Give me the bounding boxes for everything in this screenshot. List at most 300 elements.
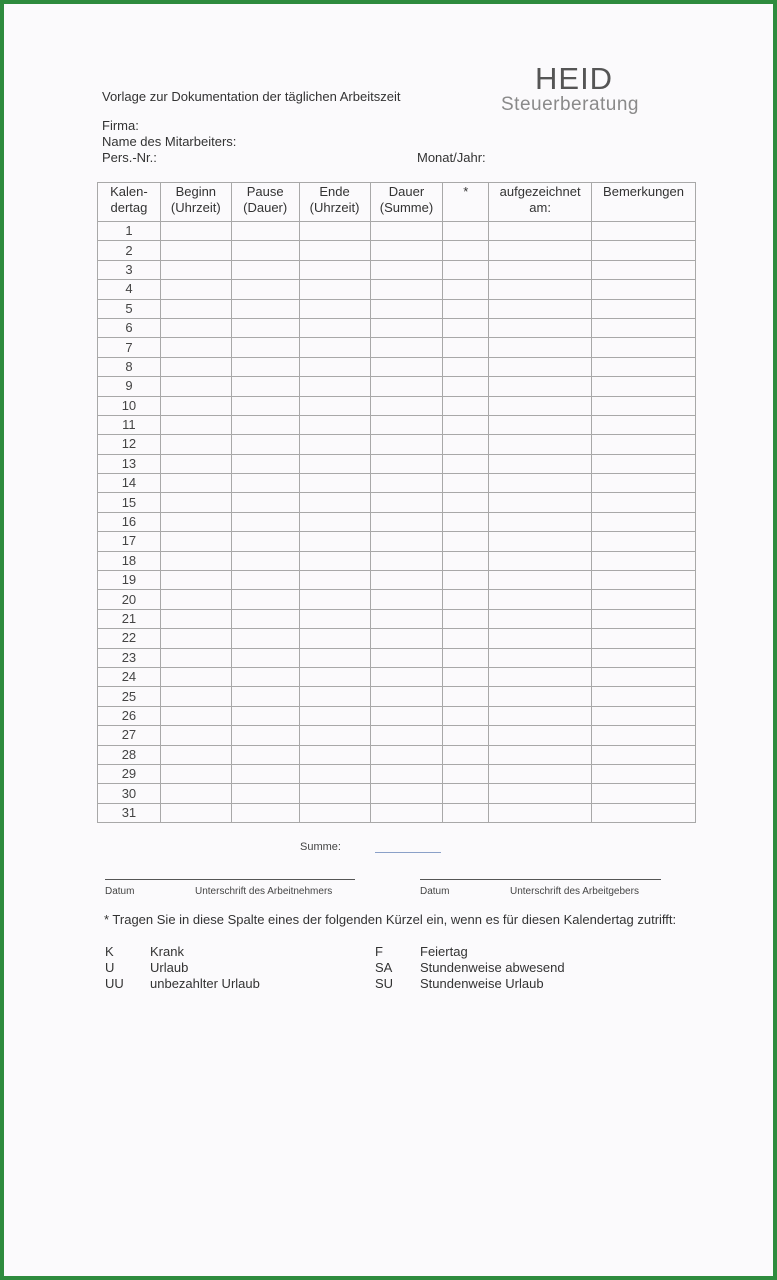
- day-cell: 23: [98, 648, 161, 667]
- signature-line-employee[interactable]: [105, 879, 355, 880]
- logo-subtitle: Steuerberatung: [501, 94, 639, 115]
- beginn-cell[interactable]: [160, 745, 231, 764]
- summe-label: Summe:: [300, 841, 341, 853]
- pause-cell[interactable]: [231, 377, 299, 396]
- table-row: [98, 435, 696, 454]
- kuerzel-cell[interactable]: [443, 629, 489, 648]
- pause-cell[interactable]: [231, 222, 299, 241]
- bemerkungen-cell[interactable]: [592, 571, 696, 590]
- dauer-cell[interactable]: [370, 415, 443, 434]
- kuerzel-cell[interactable]: [443, 532, 489, 551]
- header-pause: Pause (Dauer): [231, 183, 299, 222]
- day-cell: 25: [98, 687, 161, 706]
- ende-cell[interactable]: [299, 551, 370, 570]
- aufgezeichnet-cell[interactable]: [489, 241, 592, 260]
- pause-cell[interactable]: [231, 609, 299, 628]
- day-cell: 19: [98, 571, 161, 590]
- kuerzel-cell[interactable]: [443, 745, 489, 764]
- pause-cell[interactable]: [231, 706, 299, 725]
- bemerkungen-cell[interactable]: [592, 551, 696, 570]
- ende-cell[interactable]: [299, 532, 370, 551]
- pause-cell[interactable]: [231, 803, 299, 822]
- day-cell: 5: [98, 299, 161, 318]
- beginn-cell[interactable]: [160, 706, 231, 725]
- dauer-cell[interactable]: [370, 241, 443, 260]
- dauer-cell[interactable]: [370, 512, 443, 531]
- bemerkungen-cell[interactable]: [592, 435, 696, 454]
- beginn-cell[interactable]: [160, 357, 231, 376]
- bemerkungen-cell[interactable]: [592, 648, 696, 667]
- dauer-cell[interactable]: [370, 474, 443, 493]
- pause-cell[interactable]: [231, 590, 299, 609]
- aufgezeichnet-cell[interactable]: [489, 222, 592, 241]
- table-row: [98, 764, 696, 783]
- kuerzel-cell[interactable]: [443, 571, 489, 590]
- date-label-left: Datum: [105, 886, 135, 897]
- dauer-cell[interactable]: [370, 609, 443, 628]
- kuerzel-cell[interactable]: [443, 260, 489, 279]
- table-row: [98, 687, 696, 706]
- ende-cell[interactable]: [299, 299, 370, 318]
- beginn-cell[interactable]: [160, 571, 231, 590]
- day-cell: 17: [98, 532, 161, 551]
- dauer-cell[interactable]: [370, 357, 443, 376]
- dauer-cell[interactable]: [370, 396, 443, 415]
- ende-cell[interactable]: [299, 222, 370, 241]
- bemerkungen-cell[interactable]: [592, 532, 696, 551]
- kuerzel-cell[interactable]: [443, 454, 489, 473]
- pause-cell[interactable]: [231, 241, 299, 260]
- kuerzel-cell[interactable]: [443, 648, 489, 667]
- aufgezeichnet-cell[interactable]: [489, 667, 592, 686]
- kuerzel-cell[interactable]: [443, 687, 489, 706]
- kuerzel-cell[interactable]: [443, 512, 489, 531]
- beginn-cell[interactable]: [160, 435, 231, 454]
- beginn-cell[interactable]: [160, 532, 231, 551]
- kuerzel-cell[interactable]: [443, 590, 489, 609]
- kuerzel-cell[interactable]: [443, 280, 489, 299]
- day-cell: 26: [98, 706, 161, 725]
- bemerkungen-cell[interactable]: [592, 377, 696, 396]
- pause-cell[interactable]: [231, 280, 299, 299]
- dauer-cell[interactable]: [370, 784, 443, 803]
- aufgezeichnet-cell[interactable]: [489, 280, 592, 299]
- pause-cell[interactable]: [231, 571, 299, 590]
- table-row: [98, 648, 696, 667]
- day-cell: 8: [98, 357, 161, 376]
- beginn-cell[interactable]: [160, 764, 231, 783]
- aufgezeichnet-cell[interactable]: [489, 609, 592, 628]
- field-monat-jahr: Monat/Jahr:: [417, 150, 486, 165]
- dauer-cell[interactable]: [370, 687, 443, 706]
- ende-cell[interactable]: [299, 648, 370, 667]
- table-row: [98, 396, 696, 415]
- bemerkungen-cell[interactable]: [592, 222, 696, 241]
- kuerzel-cell[interactable]: [443, 726, 489, 745]
- ende-cell[interactable]: [299, 493, 370, 512]
- day-cell: 9: [98, 377, 161, 396]
- ende-cell[interactable]: [299, 474, 370, 493]
- dauer-cell[interactable]: [370, 629, 443, 648]
- aufgezeichnet-cell[interactable]: [489, 571, 592, 590]
- dauer-cell[interactable]: [370, 803, 443, 822]
- pause-cell[interactable]: [231, 551, 299, 570]
- ende-cell[interactable]: [299, 706, 370, 725]
- beginn-cell[interactable]: [160, 318, 231, 337]
- aufgezeichnet-cell[interactable]: [489, 512, 592, 531]
- beginn-cell[interactable]: [160, 784, 231, 803]
- aufgezeichnet-cell[interactable]: [489, 260, 592, 279]
- table-row: [98, 454, 696, 473]
- bemerkungen-cell[interactable]: [592, 726, 696, 745]
- aufgezeichnet-cell[interactable]: [489, 357, 592, 376]
- bemerkungen-cell[interactable]: [592, 357, 696, 376]
- beginn-cell[interactable]: [160, 377, 231, 396]
- beginn-cell[interactable]: [160, 629, 231, 648]
- ende-cell[interactable]: [299, 396, 370, 415]
- table-row: [98, 493, 696, 512]
- table-row: [98, 280, 696, 299]
- day-cell: 27: [98, 726, 161, 745]
- kuerzel-cell[interactable]: [443, 222, 489, 241]
- ende-cell[interactable]: [299, 667, 370, 686]
- beginn-cell[interactable]: [160, 454, 231, 473]
- table-row: [98, 726, 696, 745]
- ende-cell[interactable]: [299, 377, 370, 396]
- kuerzel-cell[interactable]: [443, 377, 489, 396]
- dauer-cell[interactable]: [370, 745, 443, 764]
- table-row: [98, 803, 696, 822]
- day-cell: 12: [98, 435, 161, 454]
- dauer-cell[interactable]: [370, 377, 443, 396]
- beginn-cell[interactable]: [160, 474, 231, 493]
- header-aufgezeichnet: aufgezeichnet am:: [489, 183, 592, 222]
- ende-cell[interactable]: [299, 745, 370, 764]
- day-cell: 4: [98, 280, 161, 299]
- document-title: Vorlage zur Dokumentation der täglichen Arbeitszeit: [102, 89, 401, 104]
- pause-cell[interactable]: [231, 532, 299, 551]
- table-row: [98, 706, 696, 725]
- dauer-cell[interactable]: [370, 338, 443, 357]
- table-row: [98, 512, 696, 531]
- pause-cell[interactable]: [231, 648, 299, 667]
- beginn-cell[interactable]: [160, 396, 231, 415]
- dauer-cell[interactable]: [370, 571, 443, 590]
- dauer-cell[interactable]: [370, 435, 443, 454]
- aufgezeichnet-cell[interactable]: [489, 474, 592, 493]
- header-ende: Ende (Uhrzeit): [299, 183, 370, 222]
- bemerkungen-cell[interactable]: [592, 629, 696, 648]
- bemerkungen-cell[interactable]: [592, 687, 696, 706]
- table-row: [98, 222, 696, 241]
- aufgezeichnet-cell[interactable]: [489, 532, 592, 551]
- aufgezeichnet-cell[interactable]: [489, 726, 592, 745]
- kuerzel-cell[interactable]: [443, 493, 489, 512]
- pause-cell[interactable]: [231, 396, 299, 415]
- beginn-cell[interactable]: [160, 299, 231, 318]
- beginn-cell[interactable]: [160, 512, 231, 531]
- header-dauer: Dauer (Summe): [370, 183, 443, 222]
- aufgezeichnet-cell[interactable]: [489, 318, 592, 337]
- field-mitarbeiter: Name des Mitarbeiters:: [102, 134, 237, 149]
- table-row: [98, 629, 696, 648]
- table-row: [98, 241, 696, 260]
- aufgezeichnet-cell[interactable]: [489, 299, 592, 318]
- beginn-cell[interactable]: [160, 415, 231, 434]
- bemerkungen-cell[interactable]: [592, 318, 696, 337]
- logo-mark: HEID: [535, 61, 614, 96]
- day-cell: 18: [98, 551, 161, 570]
- day-cell: 30: [98, 784, 161, 803]
- dauer-cell[interactable]: [370, 280, 443, 299]
- table-header-row: [98, 183, 696, 222]
- kuerzel-cell[interactable]: [443, 318, 489, 337]
- kuerzel-cell[interactable]: [443, 706, 489, 725]
- kuerzel-cell[interactable]: [443, 551, 489, 570]
- kuerzel-cell[interactable]: [443, 667, 489, 686]
- dauer-cell[interactable]: [370, 706, 443, 725]
- dauer-cell[interactable]: [370, 454, 443, 473]
- aufgezeichnet-cell[interactable]: [489, 706, 592, 725]
- bemerkungen-cell[interactable]: [592, 280, 696, 299]
- dauer-cell[interactable]: [370, 764, 443, 783]
- pause-cell[interactable]: [231, 318, 299, 337]
- bemerkungen-cell[interactable]: [592, 745, 696, 764]
- aufgezeichnet-cell[interactable]: [489, 764, 592, 783]
- day-cell: 29: [98, 764, 161, 783]
- dauer-cell[interactable]: [370, 667, 443, 686]
- dauer-cell[interactable]: [370, 493, 443, 512]
- aufgezeichnet-cell[interactable]: [489, 590, 592, 609]
- kuerzel-cell[interactable]: [443, 764, 489, 783]
- pause-cell[interactable]: [231, 667, 299, 686]
- day-cell: 28: [98, 745, 161, 764]
- beginn-cell[interactable]: [160, 241, 231, 260]
- beginn-cell[interactable]: [160, 338, 231, 357]
- ende-cell[interactable]: [299, 357, 370, 376]
- day-cell: 15: [98, 493, 161, 512]
- ende-cell[interactable]: [299, 280, 370, 299]
- dauer-cell[interactable]: [370, 551, 443, 570]
- kuerzel-cell[interactable]: [443, 338, 489, 357]
- day-cell: 7: [98, 338, 161, 357]
- table-row: [98, 609, 696, 628]
- day-cell: 6: [98, 318, 161, 337]
- document-page: [4, 4, 773, 1276]
- beginn-cell[interactable]: [160, 726, 231, 745]
- bemerkungen-cell[interactable]: [592, 396, 696, 415]
- pause-cell[interactable]: [231, 629, 299, 648]
- pause-cell[interactable]: [231, 493, 299, 512]
- header-beginn: Beginn (Uhrzeit): [160, 183, 231, 222]
- summe-field[interactable]: [375, 852, 441, 853]
- beginn-cell[interactable]: [160, 609, 231, 628]
- table-row: [98, 590, 696, 609]
- pause-cell[interactable]: [231, 784, 299, 803]
- bemerkungen-cell[interactable]: [592, 415, 696, 434]
- day-cell: 3: [98, 260, 161, 279]
- table-row: [98, 745, 696, 764]
- aufgezeichnet-cell[interactable]: [489, 377, 592, 396]
- header-bemerkungen: Bemerkungen: [592, 183, 696, 222]
- ende-cell[interactable]: [299, 338, 370, 357]
- ende-cell[interactable]: [299, 726, 370, 745]
- pause-cell[interactable]: [231, 357, 299, 376]
- header-kuerzel: *: [443, 183, 489, 222]
- legend-left: K Krank U Urlaub UU unbezahlter Urlaub: [105, 944, 260, 991]
- aufgezeichnet-cell[interactable]: [489, 687, 592, 706]
- beginn-cell[interactable]: [160, 551, 231, 570]
- table-row: [98, 377, 696, 396]
- ende-cell[interactable]: [299, 260, 370, 279]
- day-cell: 10: [98, 396, 161, 415]
- aufgezeichnet-cell[interactable]: [489, 435, 592, 454]
- beginn-cell[interactable]: [160, 493, 231, 512]
- aufgezeichnet-cell[interactable]: [489, 551, 592, 570]
- pause-cell[interactable]: [231, 454, 299, 473]
- pause-cell[interactable]: [231, 512, 299, 531]
- ende-cell[interactable]: [299, 454, 370, 473]
- aufgezeichnet-cell[interactable]: [489, 396, 592, 415]
- aufgezeichnet-cell[interactable]: [489, 745, 592, 764]
- bemerkungen-cell[interactable]: [592, 590, 696, 609]
- pause-cell[interactable]: [231, 726, 299, 745]
- date-label-right: Datum: [420, 886, 450, 897]
- employer-signature-label: Unterschrift des Arbeitgebers: [510, 886, 639, 897]
- ende-cell[interactable]: [299, 590, 370, 609]
- bemerkungen-cell[interactable]: [592, 299, 696, 318]
- kuerzel-cell[interactable]: [443, 435, 489, 454]
- aufgezeichnet-cell[interactable]: [489, 415, 592, 434]
- beginn-cell[interactable]: [160, 687, 231, 706]
- table-row: [98, 357, 696, 376]
- dauer-cell[interactable]: [370, 532, 443, 551]
- ende-cell[interactable]: [299, 764, 370, 783]
- aufgezeichnet-cell[interactable]: [489, 784, 592, 803]
- ende-cell[interactable]: [299, 435, 370, 454]
- bemerkungen-cell[interactable]: [592, 803, 696, 822]
- footnote: * Tragen Sie in diese Spalte eines der folgenden Kürzel ein, wenn es für diesen Kalendertag zutrifft:: [104, 912, 677, 927]
- beginn-cell[interactable]: [160, 648, 231, 667]
- kuerzel-cell[interactable]: [443, 396, 489, 415]
- bemerkungen-cell[interactable]: [592, 241, 696, 260]
- aufgezeichnet-cell[interactable]: [489, 338, 592, 357]
- table-row: [98, 532, 696, 551]
- kuerzel-cell[interactable]: [443, 357, 489, 376]
- ende-cell[interactable]: [299, 241, 370, 260]
- dauer-cell[interactable]: [370, 260, 443, 279]
- aufgezeichnet-cell[interactable]: [489, 629, 592, 648]
- beginn-cell[interactable]: [160, 590, 231, 609]
- dauer-cell[interactable]: [370, 648, 443, 667]
- bemerkungen-cell[interactable]: [592, 512, 696, 531]
- bemerkungen-cell[interactable]: [592, 609, 696, 628]
- pause-cell[interactable]: [231, 415, 299, 434]
- bemerkungen-cell[interactable]: [592, 706, 696, 725]
- bemerkungen-cell[interactable]: [592, 493, 696, 512]
- table-row: [98, 474, 696, 493]
- signature-line-employer[interactable]: [420, 879, 661, 880]
- ende-cell[interactable]: [299, 609, 370, 628]
- beginn-cell[interactable]: [160, 803, 231, 822]
- day-cell: 24: [98, 667, 161, 686]
- table-row: [98, 338, 696, 357]
- field-firma: Firma:: [102, 118, 139, 133]
- pause-cell[interactable]: [231, 338, 299, 357]
- day-cell: 16: [98, 512, 161, 531]
- ende-cell[interactable]: [299, 784, 370, 803]
- day-cell: 11: [98, 415, 161, 434]
- dauer-cell[interactable]: [370, 318, 443, 337]
- field-persnr: Pers.-Nr.:: [102, 150, 157, 165]
- ende-cell[interactable]: [299, 687, 370, 706]
- pause-cell[interactable]: [231, 745, 299, 764]
- employee-signature-label: Unterschrift des Arbeitnehmers: [195, 886, 333, 897]
- day-cell: 14: [98, 474, 161, 493]
- ende-cell[interactable]: [299, 512, 370, 531]
- kuerzel-cell[interactable]: [443, 609, 489, 628]
- kuerzel-cell[interactable]: [443, 241, 489, 260]
- aufgezeichnet-cell[interactable]: [489, 454, 592, 473]
- legend-right: F Feiertag SA Stundenweise abwesend SU Stundenweise Urlaub: [375, 944, 565, 991]
- day-cell: 13: [98, 454, 161, 473]
- pause-cell[interactable]: [231, 764, 299, 783]
- dauer-cell[interactable]: [370, 590, 443, 609]
- bemerkungen-cell[interactable]: [592, 667, 696, 686]
- aufgezeichnet-cell[interactable]: [489, 493, 592, 512]
- pause-cell[interactable]: [231, 474, 299, 493]
- beginn-cell[interactable]: [160, 260, 231, 279]
- kuerzel-cell[interactable]: [443, 299, 489, 318]
- kuerzel-cell[interactable]: [443, 415, 489, 434]
- beginn-cell[interactable]: [160, 280, 231, 299]
- bemerkungen-cell[interactable]: [592, 764, 696, 783]
- day-cell: 2: [98, 241, 161, 260]
- header-kalendertag: Kalen- dertag: [98, 183, 161, 222]
- bemerkungen-cell[interactable]: [592, 474, 696, 493]
- bemerkungen-cell[interactable]: [592, 454, 696, 473]
- dauer-cell[interactable]: [370, 726, 443, 745]
- beginn-cell[interactable]: [160, 667, 231, 686]
- aufgezeichnet-cell[interactable]: [489, 648, 592, 667]
- day-cell: 1: [98, 222, 161, 241]
- ende-cell[interactable]: [299, 415, 370, 434]
- kuerzel-cell[interactable]: [443, 803, 489, 822]
- bemerkungen-cell[interactable]: [592, 260, 696, 279]
- dauer-cell[interactable]: [370, 299, 443, 318]
- bemerkungen-cell[interactable]: [592, 338, 696, 357]
- ende-cell[interactable]: [299, 803, 370, 822]
- ende-cell[interactable]: [299, 318, 370, 337]
- beginn-cell[interactable]: [160, 222, 231, 241]
- aufgezeichnet-cell[interactable]: [489, 803, 592, 822]
- dauer-cell[interactable]: [370, 222, 443, 241]
- ende-cell[interactable]: [299, 629, 370, 648]
- table-row: [98, 299, 696, 318]
- table-row: [98, 571, 696, 590]
- pause-cell[interactable]: [231, 299, 299, 318]
- bemerkungen-cell[interactable]: [592, 784, 696, 803]
- kuerzel-cell[interactable]: [443, 474, 489, 493]
- day-cell: 22: [98, 629, 161, 648]
- table-row: [98, 318, 696, 337]
- ende-cell[interactable]: [299, 571, 370, 590]
- pause-cell[interactable]: [231, 260, 299, 279]
- time-log-body: [98, 222, 696, 823]
- kuerzel-cell[interactable]: [443, 784, 489, 803]
- pause-cell[interactable]: [231, 687, 299, 706]
- pause-cell[interactable]: [231, 435, 299, 454]
